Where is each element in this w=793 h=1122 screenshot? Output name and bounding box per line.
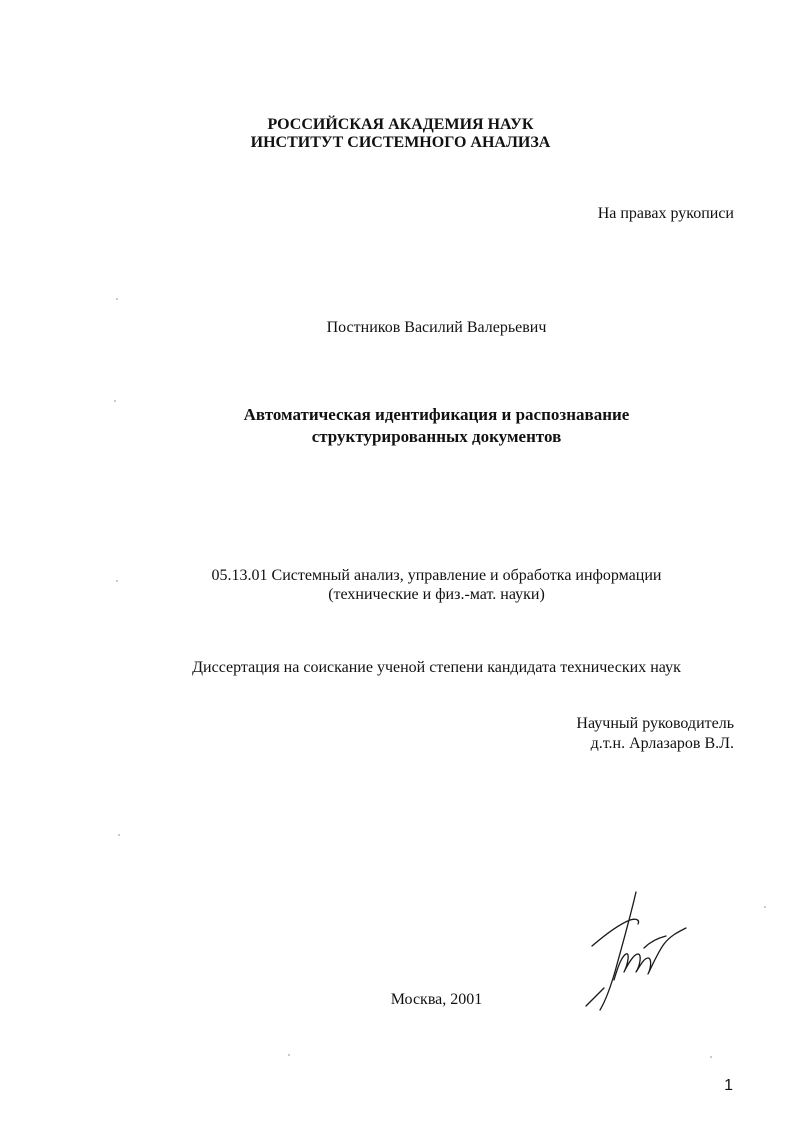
specialty-science-line: (технические и физ.-мат. науки) — [328, 586, 545, 603]
author-name: Постников Василий Валерьевич — [326, 319, 547, 336]
page-number: 1 — [724, 1077, 733, 1094]
organization-institute: ИНСТИТУТ СИСТЕМНОГО АНАЛИЗА — [250, 134, 551, 151]
dissertation-title-line-1: Автоматическая идентификация и распознавание — [243, 405, 630, 424]
scan-speck — [710, 1056, 712, 1058]
city-and-year: Москва, 2001 — [390, 991, 483, 1008]
supervisor-name: д.т.н. Арлазаров В.Л. — [590, 735, 734, 752]
scan-speck — [288, 1054, 290, 1056]
scan-speck — [116, 298, 118, 300]
organization-academy: РОССИЙСКАЯ АКАДЕМИЯ НАУК — [267, 116, 534, 133]
scan-speck — [114, 400, 116, 402]
scan-speck — [118, 834, 120, 836]
specialty-code-line: 05.13.01 Системный анализ, управление и обработка информации — [211, 567, 662, 584]
scan-speck — [764, 906, 766, 908]
manuscript-rights-note: На правах рукописи — [597, 205, 734, 222]
scan-speck — [116, 580, 118, 582]
dissertation-title-line-2: структурированных документов — [311, 427, 562, 446]
degree-statement: Диссертация на соискание ученой степени кандидата технических наук — [192, 659, 681, 676]
supervisor-label: Научный руководитель — [576, 715, 734, 732]
